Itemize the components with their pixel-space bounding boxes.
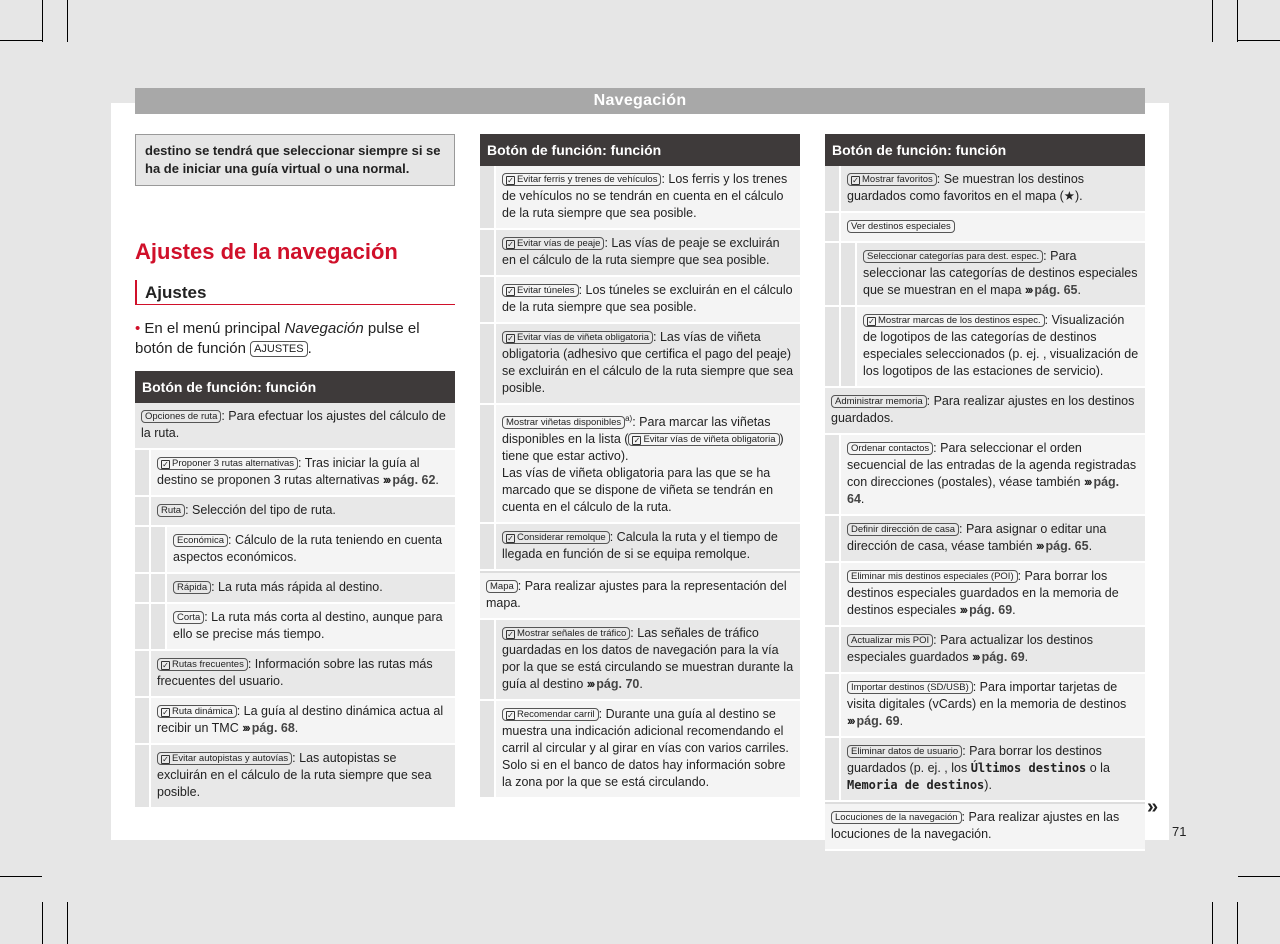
evitar-autopistas-button: Evitar autopistas y autovías [172, 753, 289, 764]
instruction-bullet: • En el menú principal Navegación pulse el botón de función AJUSTES . [135, 320, 420, 357]
table-row: Locuciones de la navegación : Para realizar ajustes en las locuciones de la navegación. [825, 802, 1145, 851]
ref-arrow-icon: ››› [1036, 539, 1043, 553]
rutas-frecuentes-button: Rutas frecuentes [172, 659, 244, 670]
table-row: Mostrar viñetas disponibles $^{a)}$: Para marcar las viñetas disponibles en la lista ( ✓ Evitar vías de viñeta obligatoria ) tiene que estar activo). Las vías de viñeta obligatoria para las que se ha marcado que se dispone de viñeta se tendrán en cuenta en el cálculo de la ruta. [480, 405, 800, 524]
crop-mark [1237, 902, 1238, 944]
eliminar-datos-button: Eliminar datos de usuario [847, 745, 962, 758]
check-icon: ✓ [162, 661, 169, 670]
crop-mark [1237, 0, 1238, 42]
mostrar-marcas-button: Mostrar marcas de los destinos espec. [878, 315, 1041, 326]
mapa-button: Mapa [486, 580, 518, 593]
table-row: ✓ Recomendar carril : Durante una guía al destino se muestra una indicación adicional recomendando el carril al circular y al girar en vías con varios carriles. Solo si en el banco de datos hay información sobre la zona por la que se está circulando. [480, 701, 800, 799]
actualizar-poi-button: Actualizar mis POI [847, 634, 933, 647]
sub-heading: Ajustes [135, 280, 455, 305]
section-heading: Ajustes de la navegación [135, 239, 398, 264]
table-row: Corta : La ruta más corta al destino, aunque para ello se precise más tiempo. [135, 604, 455, 651]
seleccionar-categorias-button: Seleccionar categorías para dest. espec. [863, 250, 1043, 263]
check-icon: ✓ [507, 287, 514, 296]
table-row: ✓ Evitar túneles : Los túneles se excluirán en el cálculo de la ruta siempre que sea posible. [480, 277, 800, 324]
crop-mark [1212, 0, 1213, 42]
table-row: ✓ Mostrar favoritos : Se muestran los destinos guardados como favoritos en el mapa (★). [825, 166, 1145, 213]
note-box: destino se tendrá que seleccionar siempre si se ha de iniciar una guía virtual o una normal. [135, 134, 455, 186]
mostrar-senales-button: Mostrar señales de tráfico [517, 628, 627, 640]
recomendar-carril-button: Recomendar carril [517, 709, 595, 721]
ver-especiales-button: Ver destinos especiales [847, 220, 955, 233]
table-row: Definir dirección de casa : Para asignar o editar una dirección de casa, véase también ››› pág. 65. [825, 516, 1145, 563]
table-row: ✓ Evitar autopistas y autovías : Las autopistas se excluirán en el cálculo de la ruta siempre que sea posible. [135, 745, 455, 809]
proponer-rutas-button: Proponer 3 rutas alternativas [172, 458, 294, 469]
page-number: 71 [1172, 824, 1187, 839]
crop-mark [0, 40, 42, 41]
locuciones-button: Locuciones de la navegación [831, 811, 962, 824]
ref-arrow-icon: ››› [1083, 475, 1091, 489]
crop-mark [1212, 902, 1213, 944]
corta-button: Corta [173, 611, 204, 624]
check-icon: ✓ [868, 317, 875, 326]
table-row: ✓ Ruta dinámica : La guía al destino dinámica actua al recibir un TMC ››› pág. 68. [135, 698, 455, 745]
table-row: Mapa : Para realizar ajustes para la representación del mapa. [480, 571, 800, 620]
ruta-button: Ruta [157, 504, 185, 517]
continue-arrow-icon: » [1147, 796, 1156, 818]
table-row: ✓ Rutas frecuentes : Información sobre las rutas más frecuentes del usuario. [135, 651, 455, 698]
importar-destinos-button: Importar destinos (SD/USB) [847, 681, 973, 694]
check-icon: ✓ [507, 334, 514, 343]
opciones-ruta-button: Opciones de ruta [141, 410, 221, 423]
definir-casa-button: Definir dirección de casa [847, 523, 959, 536]
ref-arrow-icon: ››› [972, 650, 979, 664]
ref-arrow-icon: ››› [847, 714, 854, 728]
ref-arrow-icon: ››› [959, 603, 967, 617]
column-left [135, 134, 455, 809]
evitar-vineta-inline-button: Evitar vías de viñeta obligatoria [643, 434, 776, 446]
table-row: ✓ Mostrar señales de tráfico : Las señales de tráfico guardadas en los datos de navegación para la vía por la que se está circulando se muestran durante la guía al destino ››› pág. 70. [480, 620, 800, 701]
check-icon: ✓ [852, 176, 859, 185]
check-icon: ✓ [507, 240, 514, 249]
column-right [825, 134, 1145, 851]
check-icon: ✓ [507, 630, 514, 640]
table-row: Económica : Cálculo de la ruta teniendo en cuenta aspectos económicos. [135, 527, 455, 574]
mostrar-vinetas-button: Mostrar viñetas disponibles [502, 416, 625, 429]
table-row [825, 213, 1145, 243]
check-icon: ✓ [633, 436, 641, 446]
economica-button: Económica [173, 534, 228, 547]
check-icon: ✓ [507, 176, 514, 185]
check-icon: ✓ [162, 460, 169, 469]
table-row: Actualizar mis POI : Para actualizar los destinos especiales guardados ››› pág. 69. [825, 627, 1145, 674]
ref-arrow-icon: ››› [382, 473, 390, 487]
bullet-icon: • [135, 320, 145, 337]
table-row: Ordenar contactos : Para seleccionar el orden secuencial de las entradas de la agenda registradas con direcciones (postales), véase también ››› pág. 64. [825, 435, 1145, 516]
table-row: Seleccionar categorías para dest. espec. : Para seleccionar las categorías de destinos especiales que se muestran en el mapa ››› pág. 65. [825, 243, 1145, 307]
table-row: ✓ Proponer 3 rutas alternativas : Tras iniciar la guía al destino se proponen 3 rutas alternativas ››› pág. 62. [135, 450, 455, 497]
evitar-vineta-button: Evitar vías de viñeta obligatoria [517, 332, 650, 343]
table-header: Botón de función: función [825, 134, 1145, 166]
crop-mark [42, 0, 43, 42]
ref-arrow-icon: ››› [1024, 283, 1032, 297]
check-icon: ✓ [507, 711, 514, 721]
crop-mark [42, 902, 43, 944]
check-icon: ✓ [162, 708, 169, 717]
table-row: Eliminar mis destinos especiales (POI) : Para borrar los destinos especiales guardados en la memoria de destinos especiales ››› pág. 69. [825, 563, 1145, 627]
crop-mark [67, 902, 68, 944]
column-middle [480, 134, 800, 799]
table-row: ✓ Evitar ferris y trenes de vehículos : Los ferris y los trenes de vehículos no se tendrán en cuenta en el cálculo de la ruta siempre que sea posible. [480, 166, 800, 230]
table-row: ✓ Evitar vías de viñeta obligatoria : Las vías de viñeta obligatoria (adhesivo que certifica el pago del peaje) se excluirán en el cálculo de la ruta siempre que sea posible. [480, 324, 800, 405]
table-row: ✓ Mostrar marcas de los destinos espec. : Visualización de logotipos de las categorías de destinos especiales seleccionados (p. ej. , visualización de los logotipos de las estaciones de servicio). [825, 307, 1145, 388]
ordenar-contactos-button: Ordenar contactos [847, 442, 933, 455]
ajustes-button: AJUSTES [250, 341, 308, 357]
administrar-memoria-button: Administrar memoria [831, 395, 927, 408]
function-table [825, 134, 1145, 851]
table-row: Importar destinos (SD/USB) : Para importar tarjetas de visita digitales (vCards) en la memoria de destinos ››› pág. 69. [825, 674, 1145, 738]
mostrar-favoritos-button: Mostrar favoritos [862, 174, 933, 185]
rapida-button: Rápida [173, 581, 211, 594]
table-row: Eliminar datos de usuario : Para borrar los destinos guardados (p. ej. , los Últimos destinos o la Memoria de destinos). [825, 738, 1145, 802]
considerar-remolque-button: Considerar remolque [517, 532, 606, 544]
ref-arrow-icon: ››› [242, 721, 249, 735]
table-row: Opciones de ruta : Para efectuar los ajustes del cálculo de la ruta. [135, 403, 455, 450]
ref-arrow-icon: ››› [586, 677, 594, 692]
table-row: ✓ Evitar vías de peaje : Las vías de peaje se excluirán en el cálculo de la ruta siempre que sea posible. [480, 230, 800, 277]
table-header: Botón de función: función [135, 371, 455, 403]
table-row: ✓ Considerar remolque : Calcula la ruta y el tiempo de llegada en función de si se equipa remolque. [480, 524, 800, 571]
check-icon: ✓ [507, 534, 514, 544]
running-header: Navegación [135, 88, 1145, 114]
table-row: Ruta : Selección del tipo de ruta. [135, 497, 455, 527]
check-icon: ✓ [162, 755, 169, 764]
eliminar-poi-button: Eliminar mis destinos especiales (POI) [847, 570, 1018, 583]
crop-mark [67, 0, 68, 42]
evitar-peaje-button: Evitar vías de peaje [517, 238, 601, 249]
table-row: Administrar memoria : Para realizar ajustes en los destinos guardados. [825, 388, 1145, 435]
evitar-ferris-button: Evitar ferris y trenes de vehículos [517, 174, 658, 185]
crop-mark [1238, 876, 1280, 877]
table-header: Botón de función: función [480, 134, 800, 166]
crop-mark [1238, 40, 1280, 41]
function-table [480, 134, 800, 799]
star-icon: ★ [1063, 189, 1076, 203]
evitar-tuneles-button: Evitar túneles [517, 285, 575, 296]
crop-mark [0, 876, 42, 877]
ruta-dinamica-button: Ruta dinámica [172, 706, 233, 717]
function-table [135, 371, 455, 809]
table-row: Rápida : La ruta más rápida al destino. [135, 574, 455, 604]
